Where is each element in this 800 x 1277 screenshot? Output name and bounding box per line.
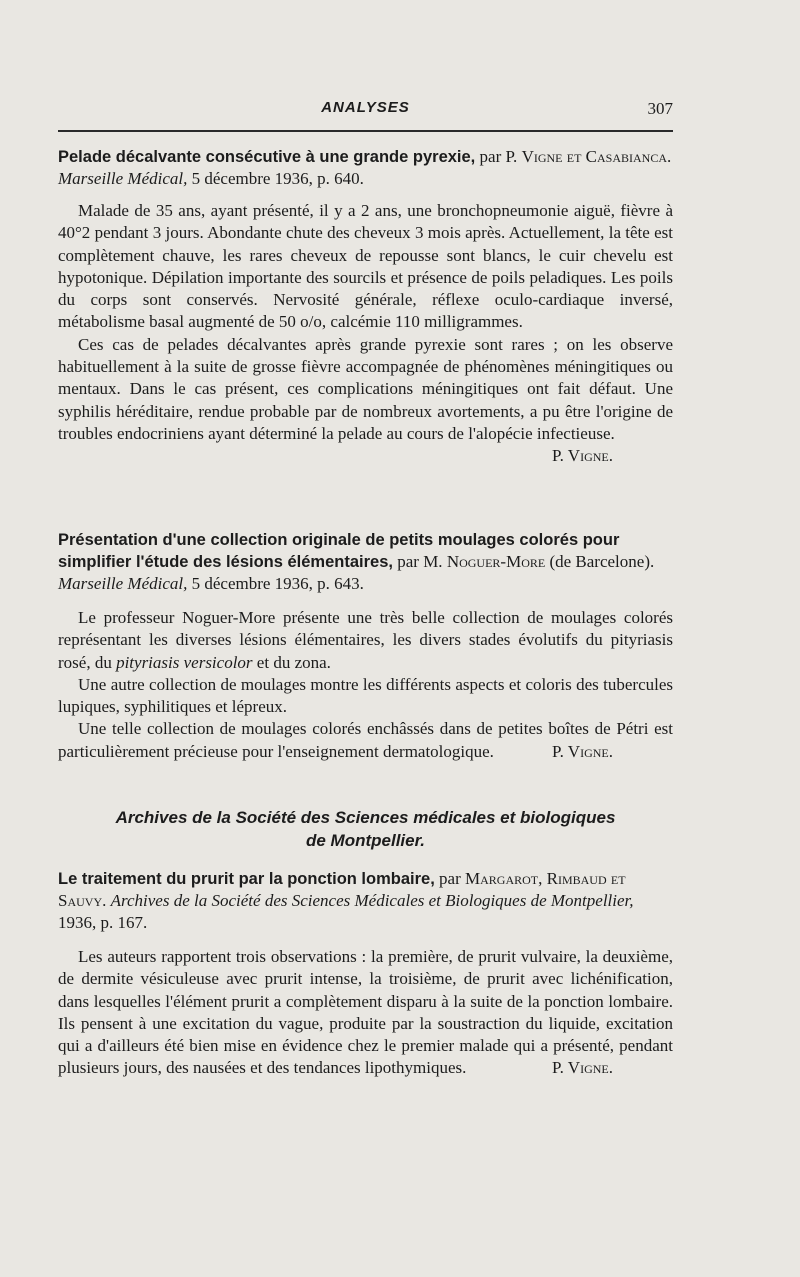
article-title: Présentation d'une collection originale de petits moulages colorés pour simplifier l'étude des lésions élémentaires, [58, 531, 620, 571]
header-rule [58, 130, 673, 132]
section-heading [58, 806, 673, 852]
article-journal: Marseille Médical, [58, 169, 188, 188]
article-moulages [58, 529, 673, 763]
article-citation [58, 146, 673, 190]
running-header [58, 99, 673, 125]
article-paragraph: Le professeur Noguer-More présente une très belle collection de moulages colorés représentant les diverses lésions élémentaires, les divers stades évolutifs du pityriasis rosé, du pityriasis versicolor et du zona. [58, 608, 673, 672]
italic-term: pityriasis versicolor [116, 652, 253, 672]
article-citation [58, 868, 673, 934]
article-signature: P. Vigne. [552, 446, 613, 466]
article-title: Le traitement du prurit par la ponction lombaire, [58, 870, 435, 888]
article-authors: Vigne et Casabianca. [521, 147, 672, 166]
article-journal: Marseille Médical, [58, 574, 188, 593]
article-paragraph: Malade de 35 ans, ayant présenté, il y a 2 ans, une bronchopneumonie aiguë, fièvre à 40°2 pendant 3 jours. Abondante chute des cheveux 3 mois après. Actuellement, la tête est complètement chauve, les rares cheveux de repousse sont blancs, le cuir chevelu est hypotonique. Dépilation importante des sourcils et présence de poils peladiques. Les poils du corps sont conservés. Nervosité générale, réflexe oculo-cardiaque inversé, métabolisme basal augmenté de 50 o/o, calcémie 110 milligrammes. [58, 201, 673, 332]
article-signature: P. Vigne. [552, 1058, 613, 1078]
header-title: ANALYSES [321, 99, 410, 116]
article-by: par P. [479, 147, 518, 166]
article-by: par M. [397, 552, 443, 571]
section-heading-line1: Archives de la Société des Sciences médicales et biologiques [115, 808, 616, 827]
article-paragraph: Une telle collection de moulages colorés enchâssés dans de petites boîtes de Pétri est particulièrement précieuse pour l'enseignement dermatologique. P. Vigne. [58, 718, 673, 763]
section-heading-line2: de Montpellier. [305, 831, 426, 850]
article-title: Pelade décalvante consécutive à une grande pyrexie, [58, 148, 476, 166]
article-citation [58, 529, 673, 595]
article-paragraph: Les auteurs rapportent trois observations : la première, de prurit vulvaire, la deuxième, de dermite vésiculeuse avec prurit intense, la troisième, de prurit avec lichénification, dans lesquelles l'élément prurit a complètement disparu à la suite de la ponction lombaire. Ils pensent à une excitation du vague, produite par la soustraction du liquide, excitation qui a d'ailleurs été bien mise en évidence chez le premier malade qui a présenté, pendant plusieurs jours, des nausées et des tendances lipothymiques. P. Vigne. [58, 946, 673, 1080]
article-authors: Margarot, Rimbaud et Sauvy. [58, 869, 626, 910]
article-authors: Noguer-More [446, 552, 546, 571]
article-signature: P. Vigne. [552, 741, 613, 761]
article-prurit [58, 868, 673, 1080]
page-number: 307 [647, 99, 673, 118]
article-journal: Archives de la Société des Sciences Médicales et Biologiques de Montpellier, [110, 891, 634, 910]
article-paragraph: Ces cas de pelades décalvantes après grande pyrexie sont rares ; on les observe habituellement à la suite de grosse fièvre accompagnée de phénomènes méningitiques ou mentaux. Dans le cas présent, ces complications méningitiques ont fait défaut. Une syphilis héréditaire, rendue probable par de nombreux avortements, a pu être l'origine de troubles endocriniens ayant déterminé la pelade au cours de l'alopécie infectieuse. [58, 334, 673, 443]
article-paragraph: Une autre collection de moulages montre les différents aspects et coloris des tubercules lupiques, syphilitiques et lépreux. [58, 674, 673, 717]
article-by: par [439, 869, 461, 888]
article-place: (de Barcelone). [549, 552, 655, 571]
article-date: 5 décembre 1936, p. 643. [191, 574, 364, 593]
article-date: 5 décembre 1936, p. 640. [191, 169, 364, 188]
article-pelade [58, 146, 673, 467]
article-date: 1936, p. 167. [58, 913, 148, 932]
